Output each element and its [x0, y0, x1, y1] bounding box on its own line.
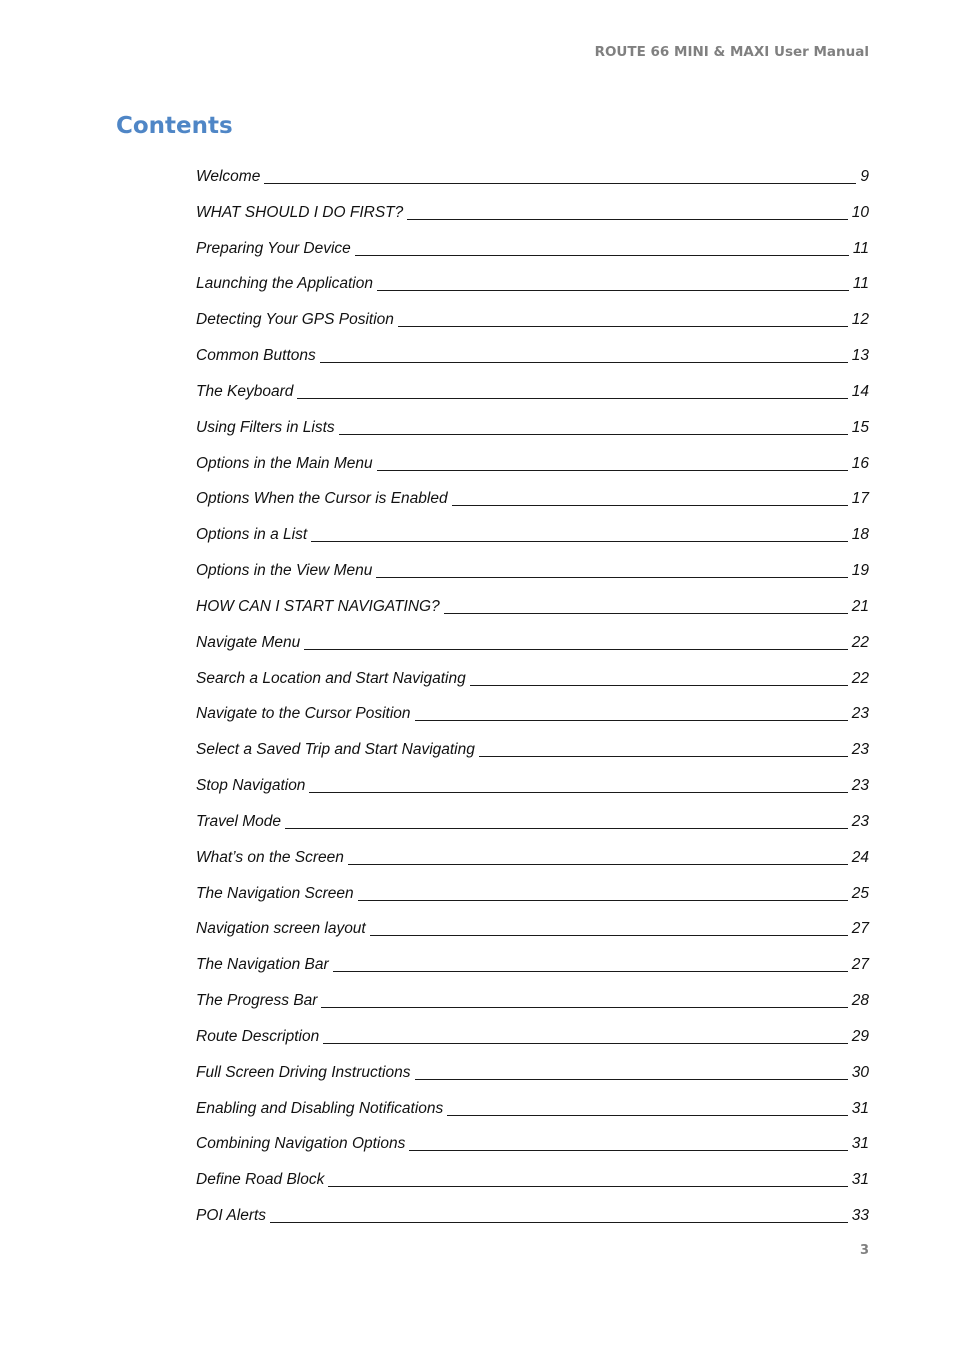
toc-entry-title: Select a Saved Trip and Start Navigating — [196, 741, 475, 759]
toc-leader-line — [311, 541, 848, 542]
toc-entry[interactable] — [196, 455, 869, 491]
toc-entry-page: 21 — [851, 597, 869, 615]
toc-entry-page: 30 — [851, 1063, 869, 1081]
running-header: ROUTE 66 MINI & MAXI User Manual — [594, 44, 869, 60]
toc-entry[interactable] — [196, 490, 869, 526]
toc-entry-page: 22 — [851, 633, 869, 651]
toc-entry[interactable] — [196, 204, 869, 240]
toc-leader-line — [479, 756, 848, 757]
toc-entry-page: 11 — [852, 275, 869, 293]
toc-entry-title: Launching the Application — [196, 275, 373, 293]
toc-entry-page: 33 — [851, 1207, 869, 1225]
toc-entry-title: Using Filters in Lists — [196, 418, 335, 436]
toc-entry[interactable] — [196, 562, 869, 598]
toc-entry-page: 10 — [851, 203, 869, 221]
toc-entry[interactable] — [196, 275, 869, 311]
toc-entry-title: The Navigation Screen — [196, 884, 354, 902]
toc-entry-title: Combining Navigation Options — [196, 1135, 406, 1153]
toc-entry[interactable] — [196, 1028, 869, 1064]
toc-entry-title: Navigation screen layout — [196, 920, 366, 938]
toc-entry-page: 16 — [851, 454, 869, 472]
toc-entry-title: Route Description — [196, 1027, 320, 1045]
toc-leader-line — [355, 255, 849, 256]
toc-leader-line — [320, 362, 848, 363]
page-number: 3 — [859, 1243, 869, 1258]
toc-entry[interactable] — [196, 777, 869, 813]
toc-entry-title: Stop Navigation — [196, 777, 306, 795]
toc-entry-title: Search a Location and Start Navigating — [196, 669, 466, 687]
toc-entry[interactable] — [196, 1207, 869, 1243]
toc-leader-line — [377, 290, 849, 291]
toc-entry[interactable] — [196, 813, 869, 849]
toc-entry-title: Navigate to the Cursor Position — [196, 705, 411, 723]
toc-leader-line — [304, 649, 847, 650]
toc-entry[interactable] — [196, 670, 869, 706]
toc-entry-page: 31 — [851, 1135, 869, 1153]
toc-leader-line — [285, 828, 848, 829]
toc-leader-line — [444, 613, 848, 614]
toc-leader-line — [321, 1007, 847, 1008]
toc-entry-title: Navigate Menu — [196, 633, 301, 651]
toc-leader-line — [348, 864, 848, 865]
toc-entry[interactable] — [196, 383, 869, 419]
toc-entry-page: 14 — [851, 382, 869, 400]
toc-entry[interactable] — [196, 1171, 869, 1207]
toc-entry[interactable] — [196, 419, 869, 455]
toc-leader-line — [328, 1186, 847, 1187]
toc-entry-title: The Navigation Bar — [196, 956, 329, 974]
toc-entry-page: 29 — [851, 1027, 869, 1045]
toc-entry-title: Travel Mode — [196, 812, 281, 830]
toc-entry[interactable] — [196, 885, 869, 921]
toc-entry-page: 13 — [851, 347, 869, 365]
toc-entry-title: WHAT SHOULD I DO FIRST? — [196, 203, 404, 221]
toc-entry-page: 12 — [851, 311, 869, 329]
toc-entry-page: 31 — [851, 1099, 869, 1117]
toc-leader-line — [297, 398, 847, 399]
toc-entry-title: Common Buttons — [196, 347, 316, 365]
toc-entry-page: 23 — [851, 812, 869, 830]
toc-entry-title: The Progress Bar — [196, 992, 318, 1010]
toc-leader-line — [409, 1150, 847, 1151]
toc-entry-page: 27 — [851, 956, 869, 974]
toc-leader-line — [358, 900, 848, 901]
toc-leader-line — [370, 935, 848, 936]
toc-entry[interactable] — [196, 741, 869, 777]
toc-entry-title: Options in the View Menu — [196, 562, 373, 580]
toc-entry[interactable] — [196, 1100, 869, 1136]
toc-leader-line — [407, 219, 847, 220]
toc-entry-page: 19 — [851, 562, 869, 580]
toc-entry-page: 23 — [851, 741, 869, 759]
toc-entry-page: 23 — [851, 777, 869, 795]
toc-entry-title: Detecting Your GPS Position — [196, 311, 394, 329]
toc-entry[interactable] — [196, 1064, 869, 1100]
toc-entry-title: Full Screen Driving Instructions — [196, 1063, 411, 1081]
toc-entry[interactable] — [196, 240, 869, 276]
toc-entry-page: 15 — [851, 418, 869, 436]
toc-entry[interactable] — [196, 849, 869, 885]
toc-entry-page: 23 — [851, 705, 869, 723]
toc-entry-title: POI Alerts — [196, 1207, 267, 1225]
toc-entry-page: 24 — [851, 848, 869, 866]
toc-entry-title: Options in a List — [196, 526, 308, 544]
toc-entry[interactable] — [196, 992, 869, 1028]
toc-leader-line — [339, 434, 848, 435]
toc-entry-title: Options in the Main Menu — [196, 454, 373, 472]
toc-entry-title: Define Road Block — [196, 1171, 325, 1189]
toc-entry-page: 22 — [851, 669, 869, 687]
toc-entry-title: Enabling and Disabling Notifications — [196, 1099, 444, 1117]
toc-leader-line — [470, 685, 848, 686]
toc-entry-page: 28 — [851, 992, 869, 1010]
toc-entry[interactable] — [196, 705, 869, 741]
toc-entry[interactable] — [196, 1135, 869, 1171]
toc-entry-page: 9 — [860, 168, 869, 185]
contents-heading: Contents — [116, 113, 233, 139]
toc-entry[interactable] — [196, 168, 869, 204]
toc-entry-title: Options When the Cursor is Enabled — [196, 490, 448, 508]
toc-entry[interactable] — [196, 920, 869, 956]
toc-leader-line — [376, 577, 847, 578]
toc-leader-line — [415, 720, 848, 721]
toc-entry-title: What’s on the Screen — [196, 848, 344, 866]
toc-leader-line — [323, 1043, 848, 1044]
toc-entry[interactable] — [196, 526, 869, 562]
toc-leader-line — [447, 1115, 847, 1116]
toc-leader-line — [452, 505, 848, 506]
toc-entry[interactable] — [196, 311, 869, 347]
toc-entry-page: 18 — [851, 526, 869, 544]
toc-leader-line — [398, 326, 848, 327]
toc-entry[interactable] — [196, 634, 869, 670]
toc-leader-line — [309, 792, 847, 793]
toc-entry-title: The Keyboard — [196, 382, 294, 400]
toc-entry-page: 25 — [851, 884, 869, 902]
toc-entry[interactable] — [196, 598, 869, 634]
toc-entry-title: Welcome — [196, 168, 261, 185]
toc-entry-title: Preparing Your Device — [196, 239, 351, 257]
toc-entry-page: 31 — [851, 1171, 869, 1189]
toc-entry-title: HOW CAN I START NAVIGATING? — [196, 597, 440, 615]
toc-entry-page: 11 — [852, 239, 869, 257]
toc-entry-page: 27 — [851, 920, 869, 938]
toc-entry[interactable] — [196, 956, 869, 992]
toc-leader-line — [415, 1079, 848, 1080]
toc-leader-line — [270, 1222, 848, 1223]
toc-entry[interactable] — [196, 347, 869, 383]
toc-entry-page: 17 — [851, 490, 869, 508]
table-of-contents — [196, 168, 869, 1243]
toc-leader-line — [333, 971, 848, 972]
toc-leader-line — [264, 183, 856, 184]
toc-leader-line — [377, 470, 848, 471]
